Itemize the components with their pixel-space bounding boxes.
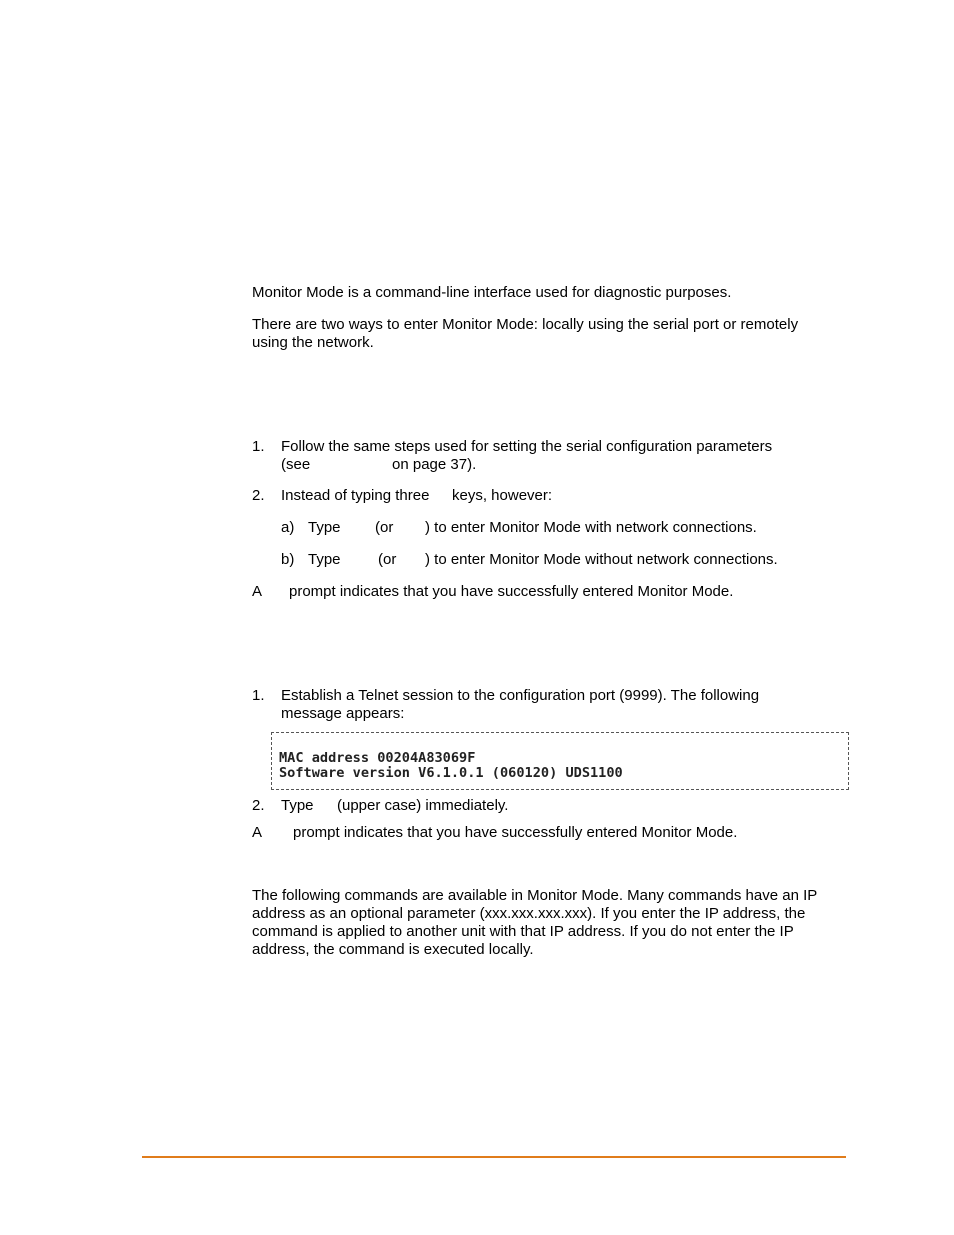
serial-step-1-line-1: Follow the same steps used for setting the serial configuration parameters — [281, 438, 773, 455]
network-step-2-number: 2. — [252, 797, 265, 814]
serial-substep-b-rest: ) to enter Monitor Mode without network connections. — [425, 551, 778, 568]
serial-step-1-line-2b: on page 37). — [392, 456, 477, 473]
network-result-text: prompt indicates that you have successfully entered Monitor Mode. — [293, 824, 738, 841]
serial-step-1-number: 1. — [252, 438, 265, 455]
network-step-2-rest: (upper case) immediately. — [337, 797, 509, 814]
commands-paragraph-line-1: The following commands are available in Monitor Mode. Many commands have an IP — [252, 887, 818, 904]
commands-paragraph-line-2: address as an optional parameter (xxx.xxx.xxx.xxx). If you enter the IP address, the — [252, 905, 806, 922]
serial-substep-a-or: (or — [375, 519, 394, 536]
serial-step-2-text-a: Instead of typing three — [281, 487, 430, 504]
serial-result-text: prompt indicates that you have successfully entered Monitor Mode. — [289, 583, 734, 600]
serial-step-2-number: 2. — [252, 487, 265, 504]
terminal-output-box — [271, 732, 849, 790]
serial-substep-a-rest: ) to enter Monitor Mode with network connections. — [425, 519, 757, 536]
serial-step-2-text-b: keys, however: — [452, 487, 553, 504]
serial-step-1-line-2a: (see — [281, 456, 311, 473]
serial-substep-a-label: a) — [281, 519, 295, 536]
network-step-1-line-1: Establish a Telnet session to the configuration port (9999). The following — [281, 687, 760, 704]
intro-paragraph-1: Monitor Mode is a command-line interface used for diagnostic purposes. — [252, 284, 732, 301]
serial-substep-b-type: Type — [308, 551, 341, 568]
network-step-1-number: 1. — [252, 687, 265, 704]
serial-substep-b-or: (or — [378, 551, 397, 568]
commands-paragraph-line-4: address, the command is executed locally. — [252, 941, 534, 958]
terminal-line-software: Software version V6.1.0.1 (060120) UDS1100 — [279, 765, 623, 781]
terminal-line-mac: MAC address 00204A83069F — [279, 750, 476, 766]
network-step-2-type: Type — [281, 797, 314, 814]
network-step-1-line-2: message appears: — [281, 705, 405, 722]
serial-substep-a-type: Type — [308, 519, 341, 536]
footer-divider — [142, 1156, 846, 1158]
intro-paragraph-2-line-2: using the network. — [252, 334, 374, 351]
serial-result-a: A — [252, 583, 263, 600]
commands-paragraph-line-3: command is applied to another unit with that IP address. If you do not enter the IP — [252, 923, 794, 940]
network-result-a: A — [252, 824, 263, 841]
serial-substep-b-label: b) — [281, 551, 295, 568]
intro-paragraph-2-line-1: There are two ways to enter Monitor Mode: locally using the serial port or remotely — [252, 316, 799, 333]
